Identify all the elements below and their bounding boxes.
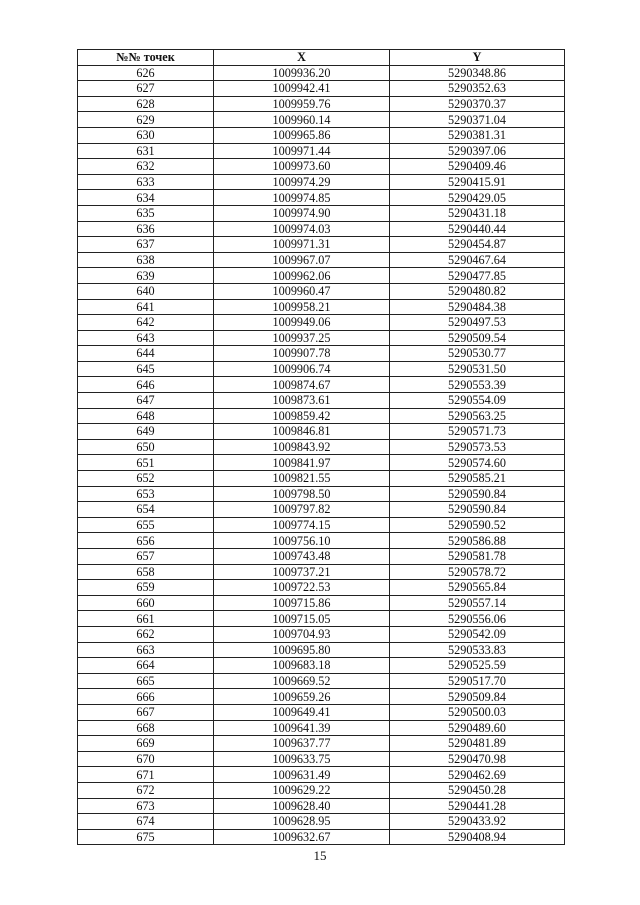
y-coordinate-cell: 5290348.86	[390, 65, 565, 81]
table-row	[78, 533, 565, 549]
point-number-cell: 654	[78, 502, 214, 518]
point-number-cell: 664	[78, 658, 214, 674]
point-number-cell: 636	[78, 221, 214, 237]
y-coordinate-cell: 5290467.64	[390, 252, 565, 268]
y-coordinate-cell: 5290489.60	[390, 720, 565, 736]
point-number-cell: 647	[78, 393, 214, 409]
x-coordinate-cell: 1009846.81	[214, 424, 390, 440]
table-row	[78, 346, 565, 362]
x-coordinate-cell: 1009669.52	[214, 673, 390, 689]
table-row	[78, 595, 565, 611]
point-number-cell: 645	[78, 361, 214, 377]
x-coordinate-cell: 1009859.42	[214, 408, 390, 424]
point-number-cell: 665	[78, 673, 214, 689]
x-coordinate-cell: 1009743.48	[214, 549, 390, 565]
point-number-cell: 632	[78, 159, 214, 175]
point-number-cell: 648	[78, 408, 214, 424]
y-coordinate-cell: 5290531.50	[390, 361, 565, 377]
x-coordinate-cell: 1009960.47	[214, 283, 390, 299]
table-row	[78, 439, 565, 455]
point-number-cell: 641	[78, 299, 214, 315]
point-number-cell: 633	[78, 174, 214, 190]
header-y: Y	[390, 50, 565, 66]
point-number-cell: 640	[78, 283, 214, 299]
y-coordinate-cell: 5290397.06	[390, 143, 565, 159]
point-number-cell: 660	[78, 595, 214, 611]
x-coordinate-cell: 1009843.92	[214, 439, 390, 455]
table-row	[78, 611, 565, 627]
table-row	[78, 143, 565, 159]
x-coordinate-cell: 1009960.14	[214, 112, 390, 128]
point-number-cell: 661	[78, 611, 214, 627]
point-number-cell: 637	[78, 237, 214, 253]
y-coordinate-cell: 5290553.39	[390, 377, 565, 393]
x-coordinate-cell: 1009874.67	[214, 377, 390, 393]
y-coordinate-cell: 5290440.44	[390, 221, 565, 237]
y-coordinate-cell: 5290509.54	[390, 330, 565, 346]
table-row	[78, 81, 565, 97]
x-coordinate-cell: 1009641.39	[214, 720, 390, 736]
point-number-cell: 652	[78, 471, 214, 487]
table-row	[78, 377, 565, 393]
y-coordinate-cell: 5290441.28	[390, 798, 565, 814]
x-coordinate-cell: 1009737.21	[214, 564, 390, 580]
point-number-cell: 634	[78, 190, 214, 206]
x-coordinate-cell: 1009974.90	[214, 205, 390, 221]
x-coordinate-cell: 1009632.67	[214, 829, 390, 845]
table-row	[78, 455, 565, 471]
x-coordinate-cell: 1009907.78	[214, 346, 390, 362]
x-coordinate-cell: 1009873.61	[214, 393, 390, 409]
page-number: 15	[313, 848, 327, 863]
table-row	[78, 704, 565, 720]
y-coordinate-cell: 5290581.78	[390, 549, 565, 565]
x-coordinate-cell: 1009756.10	[214, 533, 390, 549]
x-coordinate-cell: 1009936.20	[214, 65, 390, 81]
table-row	[78, 221, 565, 237]
y-coordinate-cell: 5290571.73	[390, 424, 565, 440]
point-number-cell: 662	[78, 626, 214, 642]
y-coordinate-cell: 5290590.84	[390, 486, 565, 502]
table-row	[78, 736, 565, 752]
x-coordinate-cell: 1009704.93	[214, 626, 390, 642]
table-header-row	[78, 50, 565, 66]
table-row	[78, 65, 565, 81]
point-number-cell: 638	[78, 252, 214, 268]
table-row	[78, 564, 565, 580]
x-coordinate-cell: 1009649.41	[214, 704, 390, 720]
y-coordinate-cell: 5290462.69	[390, 767, 565, 783]
point-number-cell: 643	[78, 330, 214, 346]
table-row	[78, 517, 565, 533]
y-coordinate-cell: 5290573.53	[390, 439, 565, 455]
table-row	[78, 408, 565, 424]
x-coordinate-cell: 1009629.22	[214, 782, 390, 798]
y-coordinate-cell: 5290574.60	[390, 455, 565, 471]
x-coordinate-cell: 1009631.49	[214, 767, 390, 783]
table-row	[78, 549, 565, 565]
point-number-cell: 657	[78, 549, 214, 565]
point-number-cell: 673	[78, 798, 214, 814]
table-row	[78, 174, 565, 190]
point-number-cell: 658	[78, 564, 214, 580]
point-number-cell: 672	[78, 782, 214, 798]
y-coordinate-cell: 5290429.05	[390, 190, 565, 206]
x-coordinate-cell: 1009974.29	[214, 174, 390, 190]
table-row	[78, 751, 565, 767]
point-number-cell: 667	[78, 704, 214, 720]
point-number-cell: 663	[78, 642, 214, 658]
x-coordinate-cell: 1009949.06	[214, 315, 390, 331]
point-number-cell: 649	[78, 424, 214, 440]
x-coordinate-cell: 1009841.97	[214, 455, 390, 471]
y-coordinate-cell: 5290590.84	[390, 502, 565, 518]
x-coordinate-cell: 1009695.80	[214, 642, 390, 658]
y-coordinate-cell: 5290431.18	[390, 205, 565, 221]
x-coordinate-cell: 1009722.53	[214, 580, 390, 596]
y-coordinate-cell: 5290525.59	[390, 658, 565, 674]
y-coordinate-cell: 5290477.85	[390, 268, 565, 284]
y-coordinate-cell: 5290497.53	[390, 315, 565, 331]
y-coordinate-cell: 5290409.46	[390, 159, 565, 175]
table-row	[78, 159, 565, 175]
y-coordinate-cell: 5290408.94	[390, 829, 565, 845]
y-coordinate-cell: 5290563.25	[390, 408, 565, 424]
table-row	[78, 642, 565, 658]
y-coordinate-cell: 5290470.98	[390, 751, 565, 767]
x-coordinate-cell: 1009967.07	[214, 252, 390, 268]
table-body	[78, 65, 565, 845]
table-row	[78, 112, 565, 128]
table-row	[78, 673, 565, 689]
coordinates-table	[77, 49, 565, 845]
point-number-cell: 669	[78, 736, 214, 752]
table-row	[78, 580, 565, 596]
y-coordinate-cell: 5290557.14	[390, 595, 565, 611]
point-number-cell: 627	[78, 81, 214, 97]
point-number-cell: 670	[78, 751, 214, 767]
table-row	[78, 361, 565, 377]
y-coordinate-cell: 5290585.21	[390, 471, 565, 487]
x-coordinate-cell: 1009974.85	[214, 190, 390, 206]
table-row	[78, 237, 565, 253]
x-coordinate-cell: 1009965.86	[214, 127, 390, 143]
point-number-cell: 635	[78, 205, 214, 221]
table-row	[78, 127, 565, 143]
table-row	[78, 689, 565, 705]
point-number-cell: 626	[78, 65, 214, 81]
point-number-cell: 659	[78, 580, 214, 596]
y-coordinate-cell: 5290578.72	[390, 564, 565, 580]
point-number-cell: 653	[78, 486, 214, 502]
table-row	[78, 720, 565, 736]
table-row	[78, 486, 565, 502]
point-number-cell: 646	[78, 377, 214, 393]
y-coordinate-cell: 5290381.31	[390, 127, 565, 143]
table-row	[78, 205, 565, 221]
table-row	[78, 767, 565, 783]
table-row	[78, 393, 565, 409]
x-coordinate-cell: 1009628.95	[214, 814, 390, 830]
point-number-cell: 651	[78, 455, 214, 471]
x-coordinate-cell: 1009942.41	[214, 81, 390, 97]
x-coordinate-cell: 1009774.15	[214, 517, 390, 533]
table-row	[78, 814, 565, 830]
x-coordinate-cell: 1009973.60	[214, 159, 390, 175]
table-row	[78, 252, 565, 268]
table-row	[78, 424, 565, 440]
table-row	[78, 330, 565, 346]
y-coordinate-cell: 5290530.77	[390, 346, 565, 362]
x-coordinate-cell: 1009797.82	[214, 502, 390, 518]
table-row	[78, 626, 565, 642]
point-number-cell: 629	[78, 112, 214, 128]
x-coordinate-cell: 1009628.40	[214, 798, 390, 814]
y-coordinate-cell: 5290450.28	[390, 782, 565, 798]
point-number-cell: 644	[78, 346, 214, 362]
x-coordinate-cell: 1009683.18	[214, 658, 390, 674]
table-row	[78, 658, 565, 674]
y-coordinate-cell: 5290533.83	[390, 642, 565, 658]
point-number-cell: 674	[78, 814, 214, 830]
y-coordinate-cell: 5290484.38	[390, 299, 565, 315]
y-coordinate-cell: 5290517.70	[390, 673, 565, 689]
header-point-number: №№ точек	[78, 50, 214, 66]
x-coordinate-cell: 1009971.44	[214, 143, 390, 159]
y-coordinate-cell: 5290371.04	[390, 112, 565, 128]
y-coordinate-cell: 5290565.84	[390, 580, 565, 596]
y-coordinate-cell: 5290500.03	[390, 704, 565, 720]
point-number-cell: 628	[78, 96, 214, 112]
y-coordinate-cell: 5290415.91	[390, 174, 565, 190]
point-number-cell: 675	[78, 829, 214, 845]
y-coordinate-cell: 5290454.87	[390, 237, 565, 253]
y-coordinate-cell: 5290352.63	[390, 81, 565, 97]
y-coordinate-cell: 5290554.09	[390, 393, 565, 409]
y-coordinate-cell: 5290590.52	[390, 517, 565, 533]
table-row	[78, 299, 565, 315]
x-coordinate-cell: 1009959.76	[214, 96, 390, 112]
point-number-cell: 656	[78, 533, 214, 549]
point-number-cell: 630	[78, 127, 214, 143]
table-row	[78, 190, 565, 206]
y-coordinate-cell: 5290370.37	[390, 96, 565, 112]
y-coordinate-cell: 5290433.92	[390, 814, 565, 830]
table-row	[78, 471, 565, 487]
x-coordinate-cell: 1009937.25	[214, 330, 390, 346]
table-row	[78, 268, 565, 284]
y-coordinate-cell: 5290586.88	[390, 533, 565, 549]
y-coordinate-cell: 5290509.84	[390, 689, 565, 705]
x-coordinate-cell: 1009715.86	[214, 595, 390, 611]
x-coordinate-cell: 1009659.26	[214, 689, 390, 705]
point-number-cell: 650	[78, 439, 214, 455]
header-x: X	[214, 50, 390, 66]
x-coordinate-cell: 1009971.31	[214, 237, 390, 253]
point-number-cell: 642	[78, 315, 214, 331]
x-coordinate-cell: 1009958.21	[214, 299, 390, 315]
table-row	[78, 502, 565, 518]
table-row	[78, 782, 565, 798]
x-coordinate-cell: 1009798.50	[214, 486, 390, 502]
table-row	[78, 315, 565, 331]
point-number-cell: 671	[78, 767, 214, 783]
x-coordinate-cell: 1009906.74	[214, 361, 390, 377]
table-row	[78, 96, 565, 112]
x-coordinate-cell: 1009715.05	[214, 611, 390, 627]
table-row	[78, 283, 565, 299]
table-row	[78, 829, 565, 845]
point-number-cell: 668	[78, 720, 214, 736]
y-coordinate-cell: 5290480.82	[390, 283, 565, 299]
table-row	[78, 798, 565, 814]
y-coordinate-cell: 5290542.09	[390, 626, 565, 642]
x-coordinate-cell: 1009962.06	[214, 268, 390, 284]
y-coordinate-cell: 5290556.06	[390, 611, 565, 627]
point-number-cell: 639	[78, 268, 214, 284]
x-coordinate-cell: 1009821.55	[214, 471, 390, 487]
x-coordinate-cell: 1009974.03	[214, 221, 390, 237]
x-coordinate-cell: 1009637.77	[214, 736, 390, 752]
y-coordinate-cell: 5290481.89	[390, 736, 565, 752]
point-number-cell: 666	[78, 689, 214, 705]
point-number-cell: 655	[78, 517, 214, 533]
x-coordinate-cell: 1009633.75	[214, 751, 390, 767]
point-number-cell: 631	[78, 143, 214, 159]
